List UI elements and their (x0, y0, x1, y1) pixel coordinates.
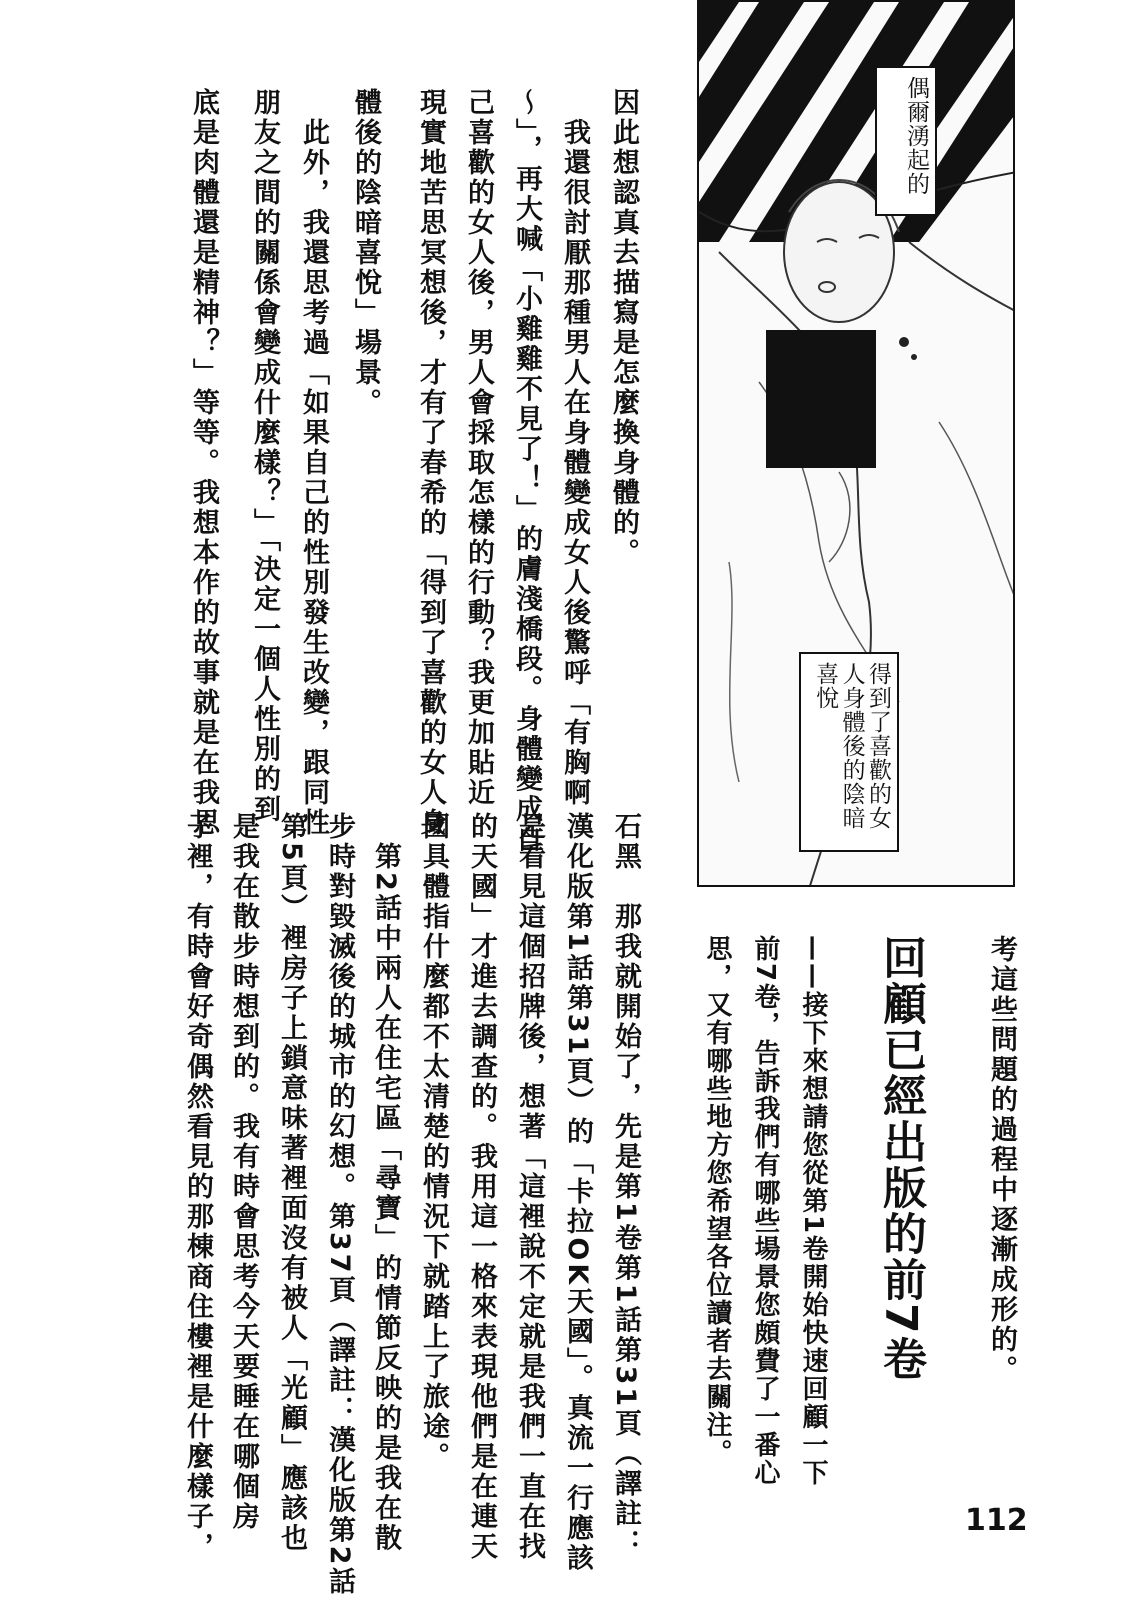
top-text-column-7: 此外，我還思考過「如果自己的性別發生改變，跟同性 (298, 88, 329, 838)
bottom-text-column-3: 是看見這個招牌後，想著「這裡說不定就是我們一直在找 (514, 812, 545, 1562)
bottom-text-column-1: 石黑 那我就開始了，先是第1卷第1話第31頁（譯註： (610, 812, 641, 1560)
bottom-text-column-2: 漢化版第1話第31頁）的「卡拉OK天國」。真流一行應該 (562, 812, 593, 1574)
bottom-text-column-7: 步時對毀滅後的城市的幻想。第37頁（譯註：漢化版第2話 (324, 812, 355, 1598)
top-text-column-4: 己喜歡的女人後，男人會採取怎樣的行動？我更加貼近 (463, 88, 494, 808)
top-text-column-5: 現實地苦思冥想後，才有了春希的「得到了喜歡的女人身 (415, 88, 446, 838)
question-line-2: 前7卷，告訴我們有哪些場景您頗費了一番心 (750, 935, 780, 1488)
top-text-column-8: 朋友之間的關係會變成什麼樣？」「決定一個人性別的到 (249, 88, 280, 825)
question-line-3: 思，又有哪些地方您希望各位讀者去關注。 (702, 935, 732, 1467)
speech-bubble-bottom: 得到了喜歡的女人身體後的陰暗喜悅 (799, 652, 899, 852)
bottom-text-column-4: 的天國」才進去調查的。我用這一格來表現他們是在連天 (466, 812, 497, 1562)
speech-bubble-top: 偶爾湧起的 (875, 66, 937, 216)
bottom-text-column-8: 第5頁）裡房子上鎖意味著裡面沒有被人「光顧」應該也 (276, 812, 307, 1554)
bottom-text-column-6: 第2話中兩人在住宅區「尋寶」的情節反映的是我在散 (370, 812, 401, 1554)
top-text-column-9: 底是肉體還是精神？」等等。我想本作的故事就是在我思 (188, 88, 219, 838)
bottom-text-column-5: 國具體指什麼都不太清楚的情況下就踏上了旅途。 (418, 812, 449, 1472)
question-line-1: ——接下來想請您從第1卷開始快速回顧一下 (798, 935, 828, 1488)
censor-bar (766, 330, 876, 468)
top-text-column-1: 因此想認真去描寫是怎麼換身體的。 (608, 88, 639, 568)
section-heading: 回顧已經出版的前7卷 (875, 935, 926, 1382)
top-text-column-3: ～」，再大喊「小雞雞不見了！」的膚淺橋段。身體變成自 (511, 88, 542, 855)
top-text-column-2: 我還很討厭那種男人在身體變成女人後驚呼「有胸啊 (559, 88, 590, 808)
bottom-text-column-10: 子裡，有時會好奇偶然看見的那棟商住樓裡是什麼樣子， (182, 812, 213, 1562)
bottom-text-column-9: 是我在散步時想到的。我有時會思考今天要睡在哪個房 (228, 812, 259, 1532)
continuation-text: 考這些問題的過程中逐漸成形的。 (986, 935, 1017, 1385)
top-text-column-6: 體後的陰暗喜悅」場景。 (350, 88, 381, 418)
page-number: 112 (965, 1503, 1028, 1538)
manga-panel (697, 0, 1015, 887)
